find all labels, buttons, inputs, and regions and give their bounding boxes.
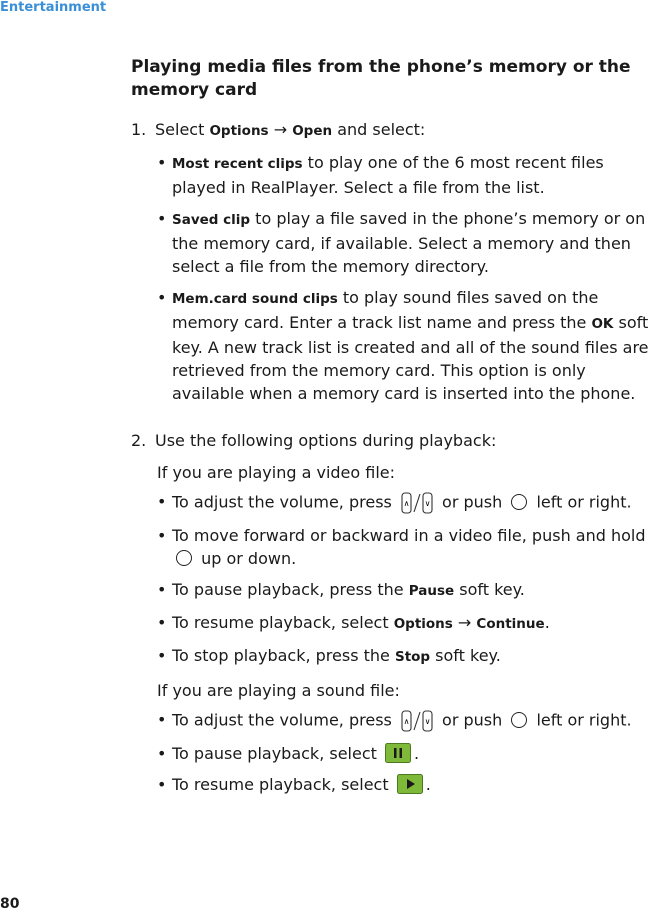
page-number: 80 xyxy=(0,896,20,912)
menu-keyword: Stop xyxy=(394,649,431,665)
step-text: Use the following options during playback: xyxy=(155,431,497,450)
step-text: and select: xyxy=(332,120,426,139)
list-item xyxy=(131,708,657,734)
bullet: • xyxy=(157,492,167,511)
arrow: → xyxy=(452,613,477,632)
page-content xyxy=(131,56,657,796)
item-text: . xyxy=(425,775,431,794)
volume-keys-icon xyxy=(400,708,434,734)
list-item xyxy=(131,524,657,570)
item-text: . xyxy=(544,613,550,632)
bullet: • xyxy=(157,526,167,545)
section-heading: Playing media files from the phone’s memory or the memory card xyxy=(131,57,631,100)
step-text: Select xyxy=(155,120,210,139)
navigation-key-icon xyxy=(176,550,192,566)
video-subheading: If you are playing a video file: xyxy=(157,463,396,482)
item-text: To move forward or backward in a video file, push and hold xyxy=(172,526,646,545)
navigation-key-icon xyxy=(511,494,527,510)
step-number: 1. xyxy=(131,120,147,139)
item-text: To resume playback, select xyxy=(172,613,394,632)
item-text: up or down. xyxy=(196,549,297,568)
item-text: To stop playback, press the xyxy=(172,646,395,665)
item-text: To pause playback, select xyxy=(172,744,382,763)
menu-keyword: Saved clip xyxy=(172,212,251,228)
play-button-icon xyxy=(397,774,423,794)
svg-text:∧: ∧ xyxy=(403,499,410,508)
bullet: • xyxy=(157,209,167,228)
menu-keyword: Continue xyxy=(476,616,545,632)
item-text: or push xyxy=(436,710,508,730)
bullet: • xyxy=(157,646,167,665)
item-text: to play a file saved in the phone’s memory or on the memory card, if available. Select a memory and then select a file from the memory directory. xyxy=(172,209,646,276)
svg-text:∨: ∨ xyxy=(424,717,431,726)
item-text: to play sound files saved on the memory card. Enter a track list name and press the xyxy=(172,288,599,332)
bullet: • xyxy=(157,744,167,763)
list-item xyxy=(131,644,657,669)
bullet: • xyxy=(157,613,167,632)
item-text: To pause playback, press the xyxy=(172,580,409,599)
bullet: • xyxy=(157,580,167,599)
navigation-key-icon xyxy=(511,712,527,728)
menu-keyword: Pause xyxy=(408,583,455,599)
menu-keyword: Open xyxy=(292,123,333,139)
item-text: To adjust the volume, press xyxy=(172,492,397,512)
menu-keyword: Options xyxy=(209,123,269,139)
step-2 xyxy=(131,429,657,452)
item-text: To adjust the volume, press xyxy=(172,710,397,730)
svg-text:∨: ∨ xyxy=(424,499,431,508)
menu-keyword: Most recent clips xyxy=(172,156,303,172)
menu-keyword: Mem.card sound clips xyxy=(172,291,338,307)
item-text: soft key. xyxy=(454,580,525,599)
list-item xyxy=(131,742,657,765)
bullet: • xyxy=(157,153,167,172)
volume-keys-icon xyxy=(400,490,434,516)
item-text: left or right. xyxy=(531,492,632,512)
pause-button-icon xyxy=(385,743,411,763)
item-text: to play one of the 6 most recent files played in RealPlayer. Select a file from the list. xyxy=(172,153,604,197)
bullet: • xyxy=(157,710,167,729)
menu-keyword: Options xyxy=(393,616,453,632)
item-text: or push xyxy=(436,492,508,512)
list-item xyxy=(131,578,657,603)
bullet: • xyxy=(157,288,167,307)
item-text: left or right. xyxy=(531,710,632,730)
list-item xyxy=(131,151,657,199)
list-item xyxy=(131,207,657,278)
section-tab: Entertainment xyxy=(0,0,107,15)
item-text: . xyxy=(414,744,420,763)
list-item xyxy=(131,773,657,796)
bullet: • xyxy=(157,775,167,794)
sound-subheading: If you are playing a sound file: xyxy=(157,681,400,700)
list-item xyxy=(131,490,657,516)
item-text: soft key. A new track list is created and all of the sound files are retrieved from the memory card. This option is only available when a memory card is inserted into the phone. xyxy=(172,313,649,403)
list-item xyxy=(131,611,657,636)
menu-keyword: OK xyxy=(591,316,614,332)
item-text: To resume playback, select xyxy=(172,775,394,794)
step-1 xyxy=(131,118,657,143)
arrow: → xyxy=(268,120,293,139)
list-item xyxy=(131,286,657,405)
step-number: 2. xyxy=(131,431,147,450)
item-text: soft key. xyxy=(430,646,501,665)
svg-text:∧: ∧ xyxy=(403,717,410,726)
